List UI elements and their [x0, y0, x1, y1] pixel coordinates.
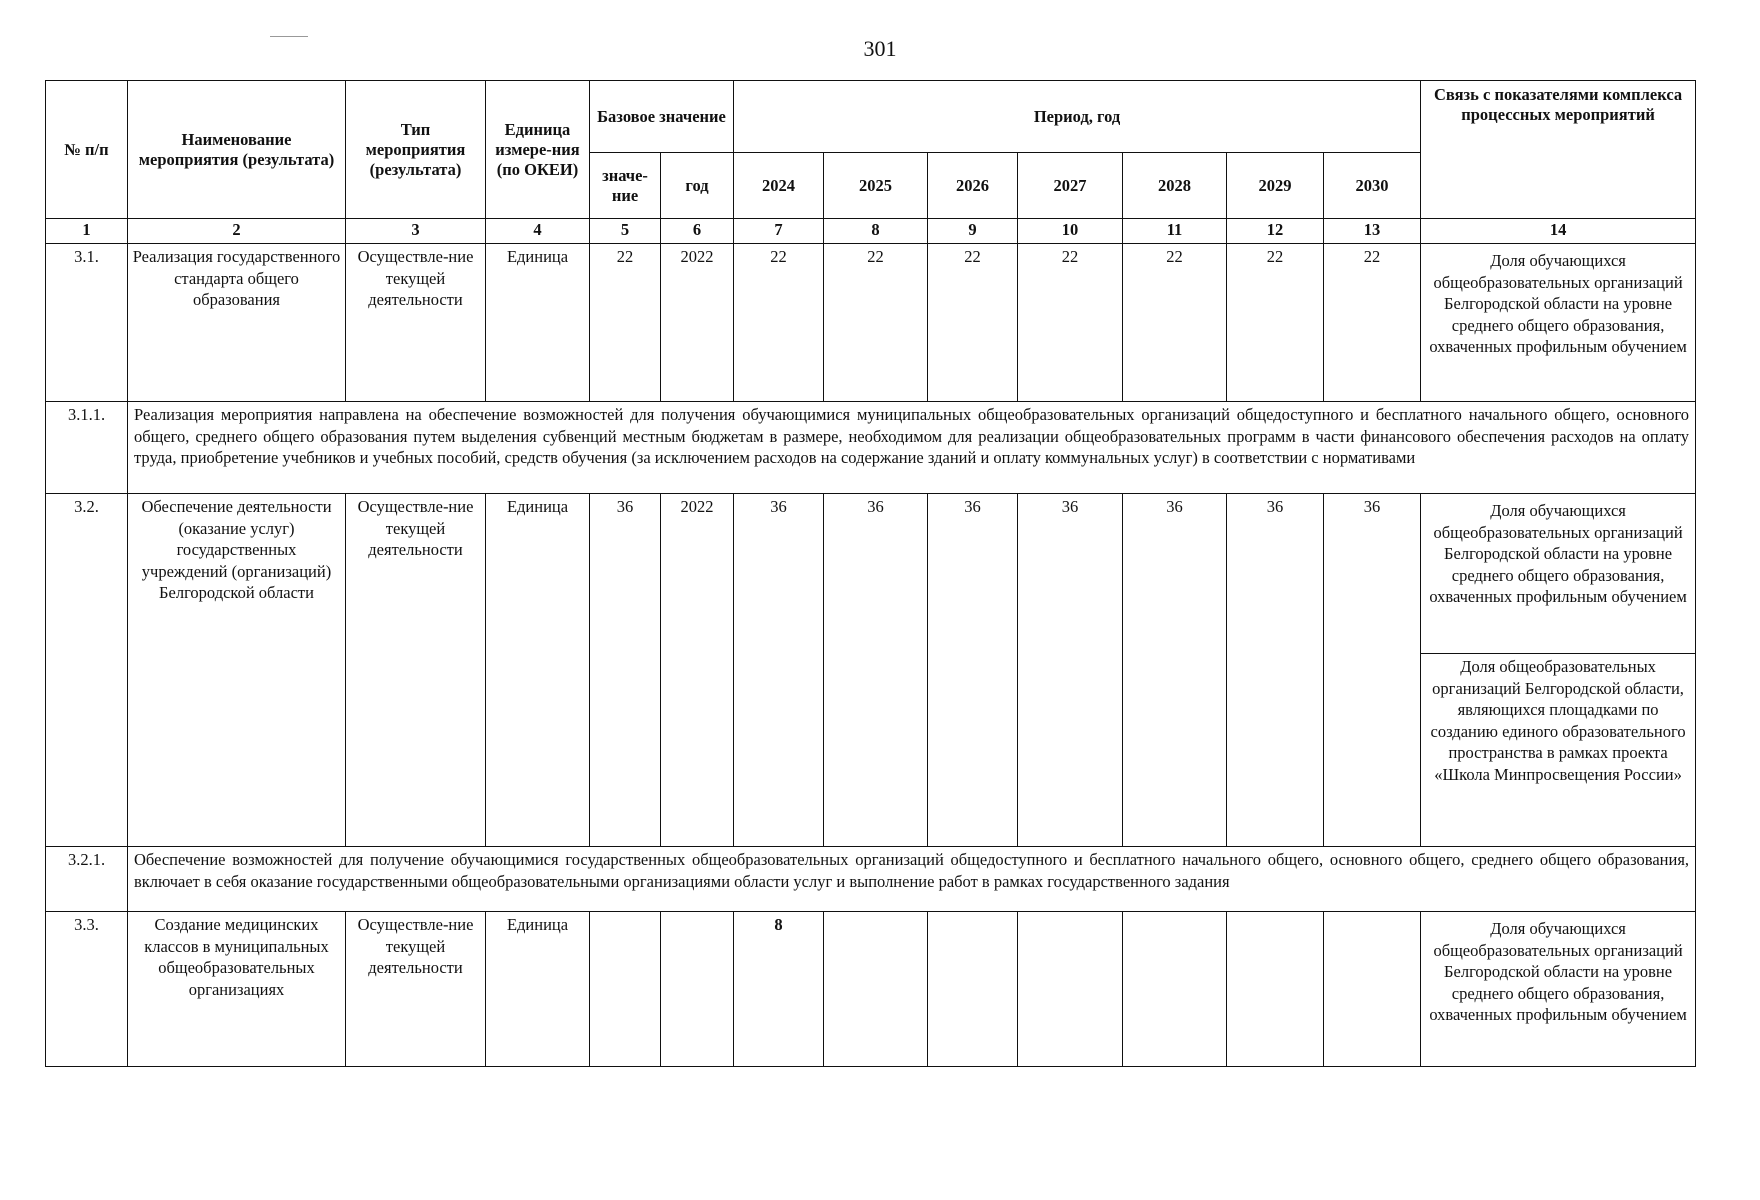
header-base-year: год	[661, 153, 734, 219]
header-unit: Единица измере-ния (по ОКЕИ)	[486, 81, 590, 219]
header-type: Тип мероприятия (результата)	[346, 81, 486, 219]
header-year: 2027	[1018, 153, 1123, 219]
row-link: Доля обучающихся общеобразовательных организаций Белгородской области на уровне среднего общего образования, охваченных профильным обучением	[1421, 912, 1696, 1067]
row-value: 36	[824, 494, 928, 847]
row-value: 22	[1018, 244, 1123, 402]
header-num: № п/п	[46, 81, 128, 219]
page-number: 301	[863, 36, 897, 61]
row-value: 22	[1324, 244, 1421, 402]
row-value: 36	[1324, 494, 1421, 847]
column-number: 2	[128, 219, 346, 244]
row-name: Реализация государственного стандарта общего образования	[128, 244, 346, 402]
row-value: 36	[928, 494, 1018, 847]
row-base-value	[590, 912, 661, 1067]
column-number: 13	[1324, 219, 1421, 244]
row-base-year: 2022	[661, 244, 734, 402]
header-year: 2030	[1324, 153, 1421, 219]
row-link: Доля обучающихся общеобразовательных организаций Белгородской области на уровне среднего общего образования, охваченных профильным обучением	[1421, 244, 1696, 402]
column-number: 1	[46, 219, 128, 244]
column-number: 14	[1421, 219, 1696, 244]
column-number: 4	[486, 219, 590, 244]
table-row	[46, 912, 1696, 1067]
row-description: Обеспечение возможностей для получение обучающимися государственных общеобразовательных организаций общедоступного и бесплатного начального общего, основного общего, среднего общего образования, включает в себя оказание государственными общеобразовательными организациями области услуг и выполнение работ в рамках государственного задания	[128, 847, 1696, 912]
header-year: 2029	[1227, 153, 1324, 219]
row-value: 8	[734, 912, 824, 1067]
row-unit: Единица	[486, 494, 590, 847]
row-name: Создание медицинских классов в муниципальных общеобразовательных организациях	[128, 912, 346, 1067]
row-value	[1123, 912, 1227, 1067]
row-value: 22	[1123, 244, 1227, 402]
row-link: Доля общеобразовательных организаций Белгородской области, являющихся площадками по созданию единого образовательного пространства в рамках проекта «Школа Минпросвещения России»	[1421, 653, 1695, 787]
row-value: 22	[734, 244, 824, 402]
table-header-row-1	[46, 81, 1696, 153]
row-type: Осуществле-ние текущей деятельности	[346, 912, 486, 1067]
column-number: 7	[734, 219, 824, 244]
table-row-description	[46, 847, 1696, 912]
row-unit: Единица	[486, 244, 590, 402]
header-name: Наименование мероприятия (результата)	[128, 81, 346, 219]
row-value: 36	[1018, 494, 1123, 847]
header-link: Связь с показателями комплекса процессных мероприятий	[1421, 81, 1696, 219]
row-value	[1324, 912, 1421, 1067]
row-description: Реализация мероприятия направлена на обеспечение возможностей для получения обучающимися муниципальных общеобразовательных организаций общедоступного и бесплатного начального общего, основного общего, среднего общего образования путем выделения субвенций местным бюджетам в размере, необходимом для реализации общеобразовательных программ в части финансового обеспечения расходов на оплату труда, приобретение учебников и учебных пособий, средств обучения (за исключением расходов на содержание зданий и оплату коммунальных услуг) в соответствии с нормативами	[128, 402, 1696, 494]
row-unit: Единица	[486, 912, 590, 1067]
header-year: 2024	[734, 153, 824, 219]
row-value	[928, 912, 1018, 1067]
column-number: 9	[928, 219, 1018, 244]
row-value: 36	[1227, 494, 1324, 847]
row-base-year	[661, 912, 734, 1067]
row-num: 3.2.1.	[46, 847, 128, 912]
row-value: 22	[1227, 244, 1324, 402]
table-row	[46, 244, 1696, 402]
row-num: 3.3.	[46, 912, 128, 1067]
header-base: Базовое значение	[590, 81, 734, 153]
column-number: 6	[661, 219, 734, 244]
header-year: 2026	[928, 153, 1018, 219]
table-row	[46, 494, 1696, 847]
header-year: 2028	[1123, 153, 1227, 219]
column-number: 10	[1018, 219, 1123, 244]
header-period: Период, год	[734, 81, 1421, 153]
column-number: 12	[1227, 219, 1324, 244]
row-value: 36	[734, 494, 824, 847]
row-value: 36	[1123, 494, 1227, 847]
row-base-value: 22	[590, 244, 661, 402]
row-num: 3.1.1.	[46, 402, 128, 494]
row-links	[1421, 494, 1696, 847]
table-row-description	[46, 402, 1696, 494]
column-number: 11	[1123, 219, 1227, 244]
column-number: 8	[824, 219, 928, 244]
row-value	[1018, 912, 1123, 1067]
row-base-year: 2022	[661, 494, 734, 847]
header-base-value: значе-ние	[590, 153, 661, 219]
row-num: 3.1.	[46, 244, 128, 402]
column-number: 5	[590, 219, 661, 244]
column-numbers-row	[46, 219, 1696, 244]
header-year: 2025	[824, 153, 928, 219]
row-type: Осуществле-ние текущей деятельности	[346, 494, 486, 847]
row-value	[824, 912, 928, 1067]
row-num: 3.2.	[46, 494, 128, 847]
row-type: Осуществле-ние текущей деятельности	[346, 244, 486, 402]
activities-table	[45, 80, 1696, 1067]
row-value: 22	[824, 244, 928, 402]
row-value: 22	[928, 244, 1018, 402]
row-value	[1227, 912, 1324, 1067]
row-link: Доля обучающихся общеобразовательных организаций Белгородской области на уровне среднего общего образования, охваченных профильным обучением	[1429, 501, 1687, 606]
column-number: 3	[346, 219, 486, 244]
row-base-value: 36	[590, 494, 661, 847]
row-name: Обеспечение деятельности (оказание услуг) государственных учреждений (организаций) Белгородской области	[128, 494, 346, 847]
